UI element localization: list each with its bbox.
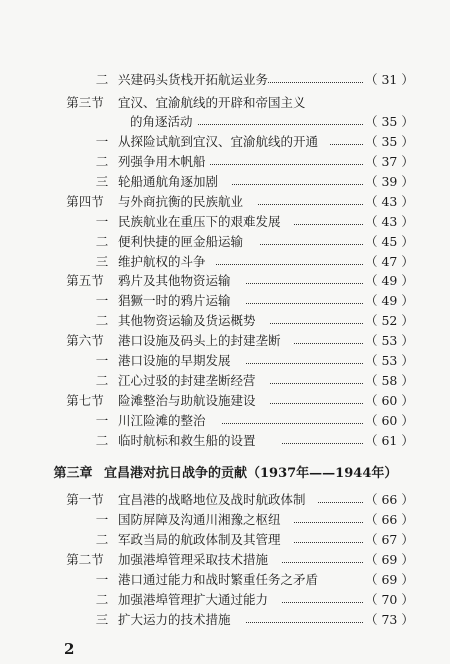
entry-number: 一 — [95, 353, 109, 368]
chapter-number: 第三章 — [53, 466, 93, 481]
toc-entry[interactable] — [0, 271, 450, 291]
toc-entry[interactable] — [0, 93, 450, 113]
dot-leader — [210, 164, 363, 165]
dot-leader — [282, 443, 363, 444]
toc-entry[interactable] — [0, 510, 450, 530]
entry-number: 一 — [95, 512, 109, 527]
entry-page: （ 35 ） — [365, 114, 414, 129]
toc-entry[interactable] — [0, 351, 450, 371]
entry-title: 加强港埠管理扩大通过能力 — [118, 592, 269, 607]
toc-entry[interactable] — [0, 152, 450, 172]
entry-number: 第二节 — [66, 552, 104, 567]
entry-title: 港口设施及码头上的封建垄断 — [118, 333, 281, 348]
entry-page: （ 69 ） — [365, 552, 414, 567]
dot-leader — [232, 184, 363, 185]
entry-page: （ 47 ） — [365, 254, 414, 269]
entry-page: （ 73 ） — [365, 612, 414, 627]
entry-page: （ 67 ） — [365, 532, 414, 547]
entry-page: （ 53 ） — [365, 353, 414, 368]
toc-entry[interactable] — [0, 132, 450, 152]
entry-number: 一 — [95, 134, 109, 149]
dot-leader — [282, 562, 363, 563]
toc-entry[interactable] — [0, 70, 450, 90]
entry-title: 临时航标和救生船的设置 — [118, 433, 256, 448]
entry-title: 轮船通航角逐加剧 — [118, 174, 219, 189]
toc-entry[interactable] — [0, 112, 450, 132]
dot-leader — [270, 323, 363, 324]
dot-leader — [294, 542, 363, 543]
entry-title: 扩大运力的技术措施 — [118, 612, 231, 627]
entry-page: （ 49 ） — [365, 273, 414, 288]
entry-title: 港口通过能力和战时繁重任务之矛盾 — [118, 572, 319, 587]
dot-leader — [268, 82, 363, 83]
entry-page: （ 45 ） — [365, 234, 414, 249]
entry-page: （ 66 ） — [365, 492, 414, 507]
entry-number: 二 — [95, 433, 109, 448]
dot-leader — [294, 522, 363, 523]
entry-number: 第六节 — [66, 333, 104, 348]
entry-number: 二 — [95, 313, 109, 328]
entry-title: 港口设施的早期发展 — [118, 353, 231, 368]
entry-page: （ 58 ） — [365, 373, 414, 388]
toc-entry[interactable] — [0, 411, 450, 431]
entry-page: （ 37 ） — [365, 154, 414, 169]
toc-entry[interactable] — [0, 550, 450, 570]
dot-leader — [330, 144, 363, 145]
entry-title: 民族航业在重压下的艰难发展 — [118, 214, 281, 229]
entry-title: 川江险滩的整治 — [118, 413, 206, 428]
toc-entry[interactable] — [0, 610, 450, 630]
toc-entry[interactable] — [0, 490, 450, 510]
page-number: 2 — [64, 640, 75, 658]
entry-title: 维护航权的斗争 — [118, 254, 206, 269]
entry-number: 第四节 — [66, 194, 104, 209]
toc-entry[interactable] — [0, 331, 450, 351]
entry-title: 国防屏障及沟通川湘豫之枢纽 — [118, 512, 281, 527]
entry-page: （ 35 ） — [365, 134, 414, 149]
entry-title: 的角逐活动 — [130, 114, 193, 129]
dot-leader — [260, 244, 363, 245]
entry-number: 二 — [95, 373, 109, 388]
entry-number: 二 — [95, 592, 109, 607]
entry-number: 二 — [95, 234, 109, 249]
toc-entry[interactable] — [0, 232, 450, 252]
entry-number: 第七节 — [66, 393, 104, 408]
toc-entry[interactable] — [0, 291, 450, 311]
dot-leader — [270, 403, 363, 404]
entry-page: （ 43 ） — [365, 194, 414, 209]
entry-page: （ 60 ） — [365, 393, 414, 408]
entry-page: （ 69 ） — [365, 572, 414, 587]
toc-entry[interactable] — [0, 570, 450, 590]
dot-leader — [258, 204, 363, 205]
toc-entry[interactable] — [0, 530, 450, 550]
toc-entry[interactable] — [0, 192, 450, 212]
entry-number: 三 — [95, 174, 109, 189]
entry-page: （ 31 ） — [365, 72, 414, 87]
entry-page: （ 52 ） — [365, 313, 414, 328]
entry-title: 猖獗一时的鸦片运输 — [118, 293, 231, 308]
dot-leader — [294, 224, 363, 225]
entry-title: 险滩整治与助航设施建设 — [118, 393, 256, 408]
dot-leader — [282, 602, 363, 603]
toc-entry[interactable] — [0, 431, 450, 451]
entry-title: 宜昌港的战略地位及战时航政体制 — [118, 492, 306, 507]
entry-title: 从探险试航到宜汉、宜渝航线的开通 — [118, 134, 319, 149]
entry-title: 江心过驳的封建垄断经营 — [118, 373, 256, 388]
entry-page: （ 53 ） — [365, 333, 414, 348]
entry-title: 便利快捷的匣金船运输 — [118, 234, 244, 249]
entry-page: （ 39 ） — [365, 174, 414, 189]
entry-title: 鸦片及其他物资运输 — [118, 273, 231, 288]
entry-number: 一 — [95, 293, 109, 308]
entry-number: 二 — [95, 532, 109, 547]
dot-leader — [318, 502, 363, 503]
entry-title: 其他物资运输及货运概势 — [118, 313, 256, 328]
chapter-title: 宜昌港对抗日战争的贡献（1937年——1944年） — [104, 466, 398, 481]
entry-page: （ 70 ） — [365, 592, 414, 607]
entry-number: 二 — [95, 154, 109, 169]
dot-leader — [246, 622, 363, 623]
dot-leader — [294, 343, 363, 344]
entry-title: 军政当局的航政体制及其管理 — [118, 532, 281, 547]
toc-entry[interactable] — [0, 172, 450, 192]
toc-entry[interactable] — [0, 590, 450, 610]
entry-number: 一 — [95, 572, 109, 587]
entry-page: （ 60 ） — [365, 413, 414, 428]
entry-number: 第五节 — [66, 273, 104, 288]
dot-leader — [246, 363, 363, 364]
entry-number: 第三节 — [66, 95, 104, 110]
toc-entry[interactable] — [0, 371, 450, 391]
entry-number: 第一节 — [66, 492, 104, 507]
entry-page: （ 43 ） — [365, 214, 414, 229]
entry-number: 二 — [95, 72, 109, 87]
entry-title: 宜汉、宜渝航线的开辟和帝国主义 — [118, 95, 306, 110]
dot-leader — [246, 283, 363, 284]
dot-leader — [222, 423, 363, 424]
entry-page: （ 61 ） — [365, 433, 414, 448]
dot-leader — [246, 303, 363, 304]
dot-leader — [198, 124, 363, 125]
toc-entry[interactable] — [0, 391, 450, 411]
entry-title: 兴建码头货栈开拓航运业务 — [118, 72, 269, 87]
entry-title: 列强争用木帆船 — [118, 154, 206, 169]
dot-leader — [270, 383, 363, 384]
toc-entry[interactable] — [0, 212, 450, 232]
toc-entry[interactable] — [0, 311, 450, 331]
entry-number: 三 — [95, 612, 109, 627]
entry-title: 与外商抗衡的民族航业 — [118, 194, 244, 209]
entry-number: 一 — [95, 413, 109, 428]
toc-entry[interactable] — [0, 252, 450, 272]
dot-leader — [216, 264, 363, 265]
chapter-heading[interactable] — [0, 464, 450, 484]
entry-number: 三 — [95, 254, 109, 269]
entry-page: （ 66 ） — [365, 512, 414, 527]
entry-title: 加强港埠管理采取技术措施 — [118, 552, 269, 567]
entry-number: 一 — [95, 214, 109, 229]
entry-page: （ 49 ） — [365, 293, 414, 308]
